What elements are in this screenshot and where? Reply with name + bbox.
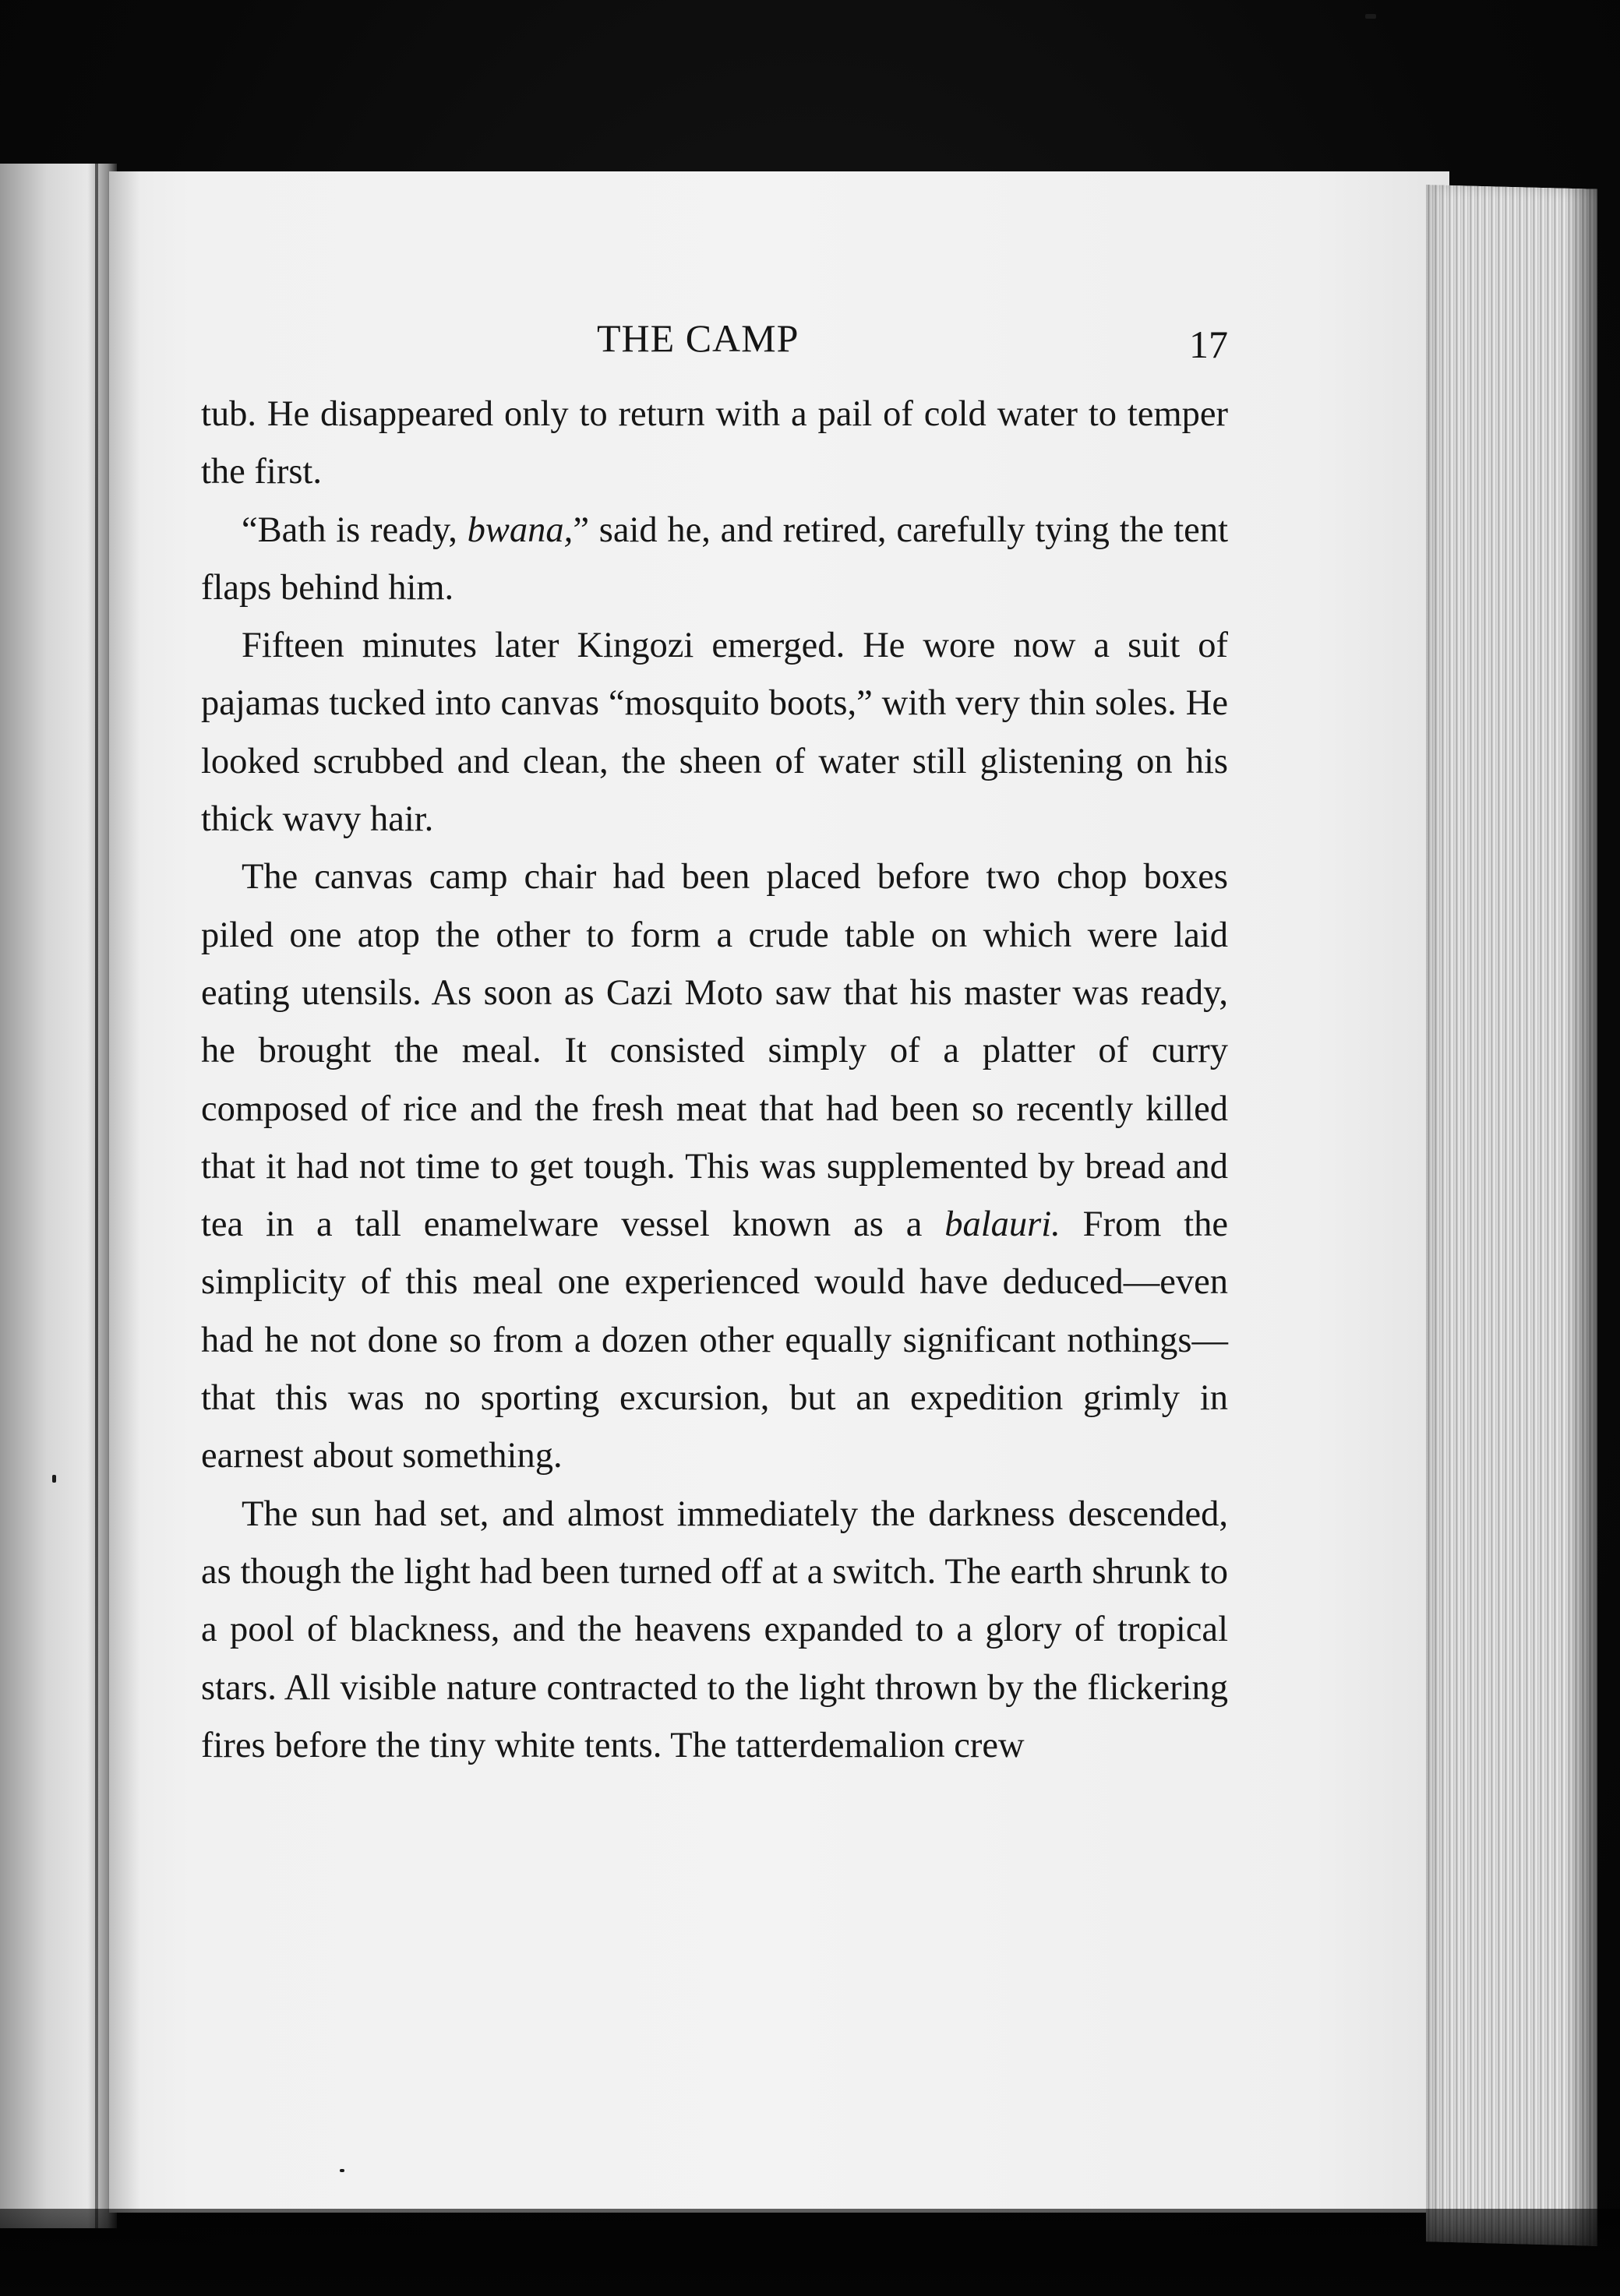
text-run: “Bath is ready, — [242, 510, 468, 550]
paragraph: tub. He disappeared only to return with a pail of cold water to temper the first. — [201, 394, 1228, 492]
paragraph — [201, 848, 1228, 1485]
paragraph: The sun had set, and almost immediately the darkness descended, as though the light had been turned off at a switch. The earth shrunk to a pool of blackness, and the heavens expanded to a glory of tropical stars. All visible nature contracted to the light thrown by the flickering fires before the tiny white tents. The tatterdemalion crew — [201, 1494, 1228, 1765]
italic-word: balauri. — [944, 1204, 1061, 1245]
italic-word: bwana, — [467, 510, 574, 550]
text-run: ” said he, and retired, carefully tying the tent flaps behind him. — [201, 510, 1228, 608]
paragraph: Fifteen minutes later Kingozi emerged. He wore now a suit of pajamas tucked into canvas “mosquito boots,” with very thin soles. He looked scrubbed and clean, the sheen of water still glistening on his thick wavy hair. — [201, 626, 1228, 840]
text-run: The canvas camp chair had been placed before two chop boxes piled one atop the other to form a crude table on which were laid eating utensils. As soon as Cazi Moto saw that his master was ready, he brought the meal. It consisted simply of a platter of curry composed of rice and the fresh meat that had been so recently killed that it had not time to get tough. This was supplemented by bread and tea in a tall enamelware vessel known as a — [201, 857, 1228, 1245]
bottom-shadow — [0, 2209, 1620, 2296]
scan-speck — [1365, 14, 1376, 19]
running-head — [0, 316, 1620, 366]
scan-speck — [52, 1475, 56, 1483]
gutter-shadow — [109, 171, 140, 2213]
page-number: 17 — [1189, 323, 1228, 366]
text-run: From the simplicity of this meal one experienced would have deduced—even had he not done so from a dozen other equally significant nothings—that this was no sporting excursion, but an expedition grimly in earnest about something. — [201, 1204, 1229, 1476]
scan-speck — [340, 2169, 344, 2172]
running-title: THE CAMP — [597, 316, 799, 360]
page-edge-stack — [1426, 185, 1597, 2246]
body-text — [201, 386, 1228, 1775]
facing-page-edge — [0, 164, 117, 2228]
paragraph — [201, 502, 1228, 618]
